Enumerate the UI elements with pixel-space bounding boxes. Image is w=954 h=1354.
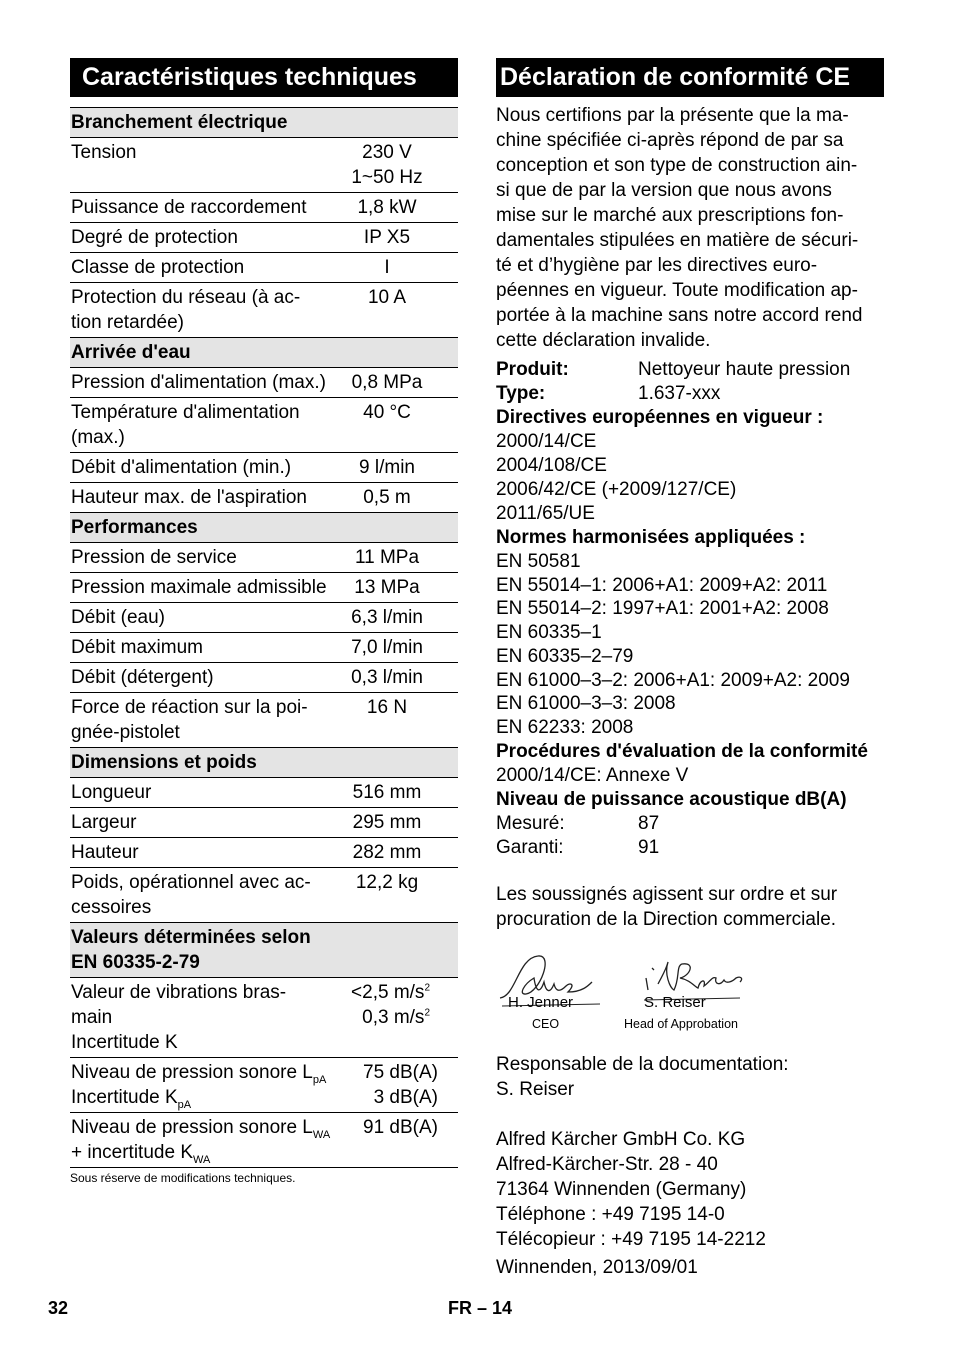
section-header: Performances [70,513,458,543]
spec-value-cell [346,368,458,398]
spec-value: 7,0 l/min [351,637,423,658]
intro-line: si que de par la version que nous avons [496,180,832,201]
norm-item: EN 60335–1 [496,622,602,644]
spec-value-cell [346,868,458,923]
spec-label: Degré de protection [70,223,346,253]
product-value: Nettoyeur haute pression [638,359,851,380]
kwa-label: + incertitude K [71,1142,193,1163]
spec-value-cell [346,193,458,223]
spec-label: Classe de protection [70,253,346,283]
spec-value-cell [346,603,458,633]
signatories-line: Les soussignés agissent sur ordre et sur [496,883,838,905]
spec-value: 10 A [367,287,407,308]
squared-superscript: 2 [424,1007,430,1019]
spec-label: Débit d'alimentation (min.) [70,453,346,483]
spec-value: 16 N [366,697,408,718]
table-row [70,868,458,923]
spec-value-cell [346,808,458,838]
table-row [70,1113,458,1168]
spec-value: 295 mm [352,812,422,833]
spec-value: 9 l/min [359,457,415,478]
norm-item: EN 62233: 2008 [496,716,634,738]
section-header: Arrivée d'eau [70,338,458,368]
page-number: 32 [48,1298,69,1318]
signatory-1-role: CEO [532,1016,560,1031]
address-line: Téléphone : +49 7195 14-0 [496,1203,725,1225]
lpa-value: 75 dB(A) [363,1062,438,1083]
address-line: 71364 Winnenden (Germany) [496,1178,747,1200]
spec-label: Largeur [70,808,346,838]
norms-list [496,550,884,740]
kwa-subscript: WA [193,1153,211,1166]
declaration-intro [496,103,884,353]
sound-power-heading: Niveau de puissance acoustique dB(A) [496,788,847,810]
table-row [70,633,458,663]
spec-value-cell [346,223,458,253]
signature-block [496,948,884,1038]
directive-item: 2004/108/CE [496,455,607,476]
kpa-label: Incertitude K [71,1087,178,1108]
spec-label: Température d'alimentation (max.) [70,398,346,453]
vibration-value: <2,5 m/s [351,982,425,1003]
intro-line: Nous certifions par la présente que la ma- [496,105,849,126]
table-row [70,603,458,633]
spec-value-cell [346,138,458,193]
type-row [496,382,884,406]
technical-data-column [70,58,458,1185]
address-line: Alfred Kärcher GmbH Co. KG [496,1128,746,1150]
spec-value: 11 MPa [354,547,420,568]
guaranteed-value: 91 [638,836,660,858]
address-line: Télécopieur : +49 7195 14-2212 [496,1228,766,1250]
directive-item: 2000/14/CE [496,431,597,452]
spec-label: Pression d'alimentation (max.) [70,368,346,398]
spec-label: Débit (détergent) [70,663,346,693]
spec-label: Débit (eau) [70,603,346,633]
spec-value-cell [346,633,458,663]
table-row [70,483,458,513]
guaranteed-row [496,836,884,860]
measured-value: 87 [638,812,660,834]
table-row [70,193,458,223]
spec-value: 6,3 l/min [351,607,423,628]
spec-value: 12,2 kg [355,872,419,893]
spec-value-cell [346,573,458,603]
measured-label: Mesuré: [496,812,565,834]
table-row [70,223,458,253]
norms-heading: Normes harmonisées appliquées : [496,527,806,548]
section-header-measured-values: Valeurs déterminées selon EN 60335-2-79 [70,923,458,978]
intro-line: chine spécifiée ci-après répond de par sa [496,130,844,151]
declaration-title: Déclaration de conformité CE [496,58,884,97]
spec-value-cell [346,778,458,808]
table-row [70,808,458,838]
table-row [70,283,458,338]
signatory-1-name: H. Jenner [508,993,574,1011]
spec-value-cell [346,838,458,868]
spec-label: Débit maximum [70,633,346,663]
spec-label: Protection du réseau (à ac- tion retardée) [70,283,346,338]
spec-value-cell [346,453,458,483]
lwa-subscript: WA [312,1128,331,1141]
norm-item: EN 60335–2–79 [496,645,634,667]
spec-label: Pression maximale admissible [70,573,346,603]
section-header-row [70,108,458,138]
intro-line: cette déclaration invalide. [496,330,711,351]
product-row [496,358,884,382]
section-header: Branchement électrique [70,108,458,138]
intro-line: portée à la machine sans notre accord rend [496,305,863,326]
address-line: Alfred-Kärcher-Str. 28 - 40 [496,1153,718,1175]
declaration-column [496,58,884,1280]
spec-value: 230 V 1~50 Hz [351,142,423,188]
table-row [70,573,458,603]
norm-item: EN 61000–3–2: 2006+A1: 2009+A2: 2009 [496,669,850,691]
table-row [70,978,458,1058]
procedure-value: 2000/14/CE: Annexe V [496,764,689,786]
spec-value: I [384,257,390,278]
vibration-label: Valeur de vibrations bras- main Incertitude K [70,978,346,1058]
spec-value-cell [346,253,458,283]
type-label: Type: [496,383,546,404]
spec-value-cell [346,398,458,453]
spec-label: Pression de service [70,543,346,573]
table-row [70,398,458,453]
spec-value: 516 mm [352,782,422,803]
vibration-uncertainty-value: 0,3 m/s [362,1007,425,1028]
spec-value: 1,8 kW [357,197,417,218]
footnote: Sous réserve de modifications techniques. [70,1171,296,1185]
product-info [496,358,884,860]
documentation-responsible [496,1052,884,1102]
table-row [70,138,458,193]
guaranteed-label: Garanti: [496,836,564,858]
kpa-value: 3 dB(A) [373,1087,438,1108]
section-header-row [70,513,458,543]
intro-line: mise sur le marché aux prescriptions fon- [496,205,844,226]
measured-row [496,812,884,836]
directive-item: 2011/65/UE [496,503,595,524]
signatories-line: procuration de la Direction commerciale. [496,908,837,930]
procedure-heading: Procédures d'évaluation de la conformité [496,740,868,762]
intro-line: conception et son type de construction ain- [496,155,858,176]
table-row [70,693,458,748]
spec-value-cell [346,663,458,693]
lwa-label: Niveau de pression sonore L [71,1117,313,1138]
section-header-row [70,923,458,978]
page-label: FR – 14 [448,1298,513,1318]
spec-value: 0,3 l/min [351,667,423,688]
norm-item: EN 50581 [496,551,581,572]
section-header-row [70,748,458,778]
signatory-2-role: Head of Approbation [624,1016,738,1031]
documentation-label: Responsable de la documentation: [496,1053,789,1075]
documentation-name: S. Reiser [496,1078,575,1100]
type-value: 1.637-xxx [638,383,721,404]
norm-item: EN 55014–2: 1997+A1: 2001+A2: 2008 [496,598,829,620]
technical-data-title: Caractéristiques techniques [70,58,458,97]
intro-line: péennes en vigueur. Toute modification ap- [496,280,858,301]
signature-jenner [496,948,596,1031]
spec-label: Tension [70,138,346,193]
section-header: Dimensions et poids [70,748,458,778]
table-row [70,253,458,283]
sound-power-label [70,1113,346,1168]
table-row [70,663,458,693]
spec-value: 0,5 m [363,487,411,508]
spec-value: 13 MPa [354,577,420,598]
intro-line: té et d’hygiène par les directives euro- [496,255,818,276]
sound-power-values [346,1113,458,1168]
directive-item: 2006/42/CE (+2009/127/CE) [496,479,737,500]
directives-list [496,430,884,526]
vibration-values [346,978,458,1058]
table-row [70,1058,458,1113]
section-header-row [70,338,458,368]
signatory-2-name: S. Reiser [644,993,706,1011]
spec-value-cell [346,693,458,748]
table-row [70,453,458,483]
spec-label: Force de réaction sur la poi- gnée-pistolet [70,693,346,748]
specifications-table [70,107,458,1168]
table-row [70,543,458,573]
spec-value-cell [346,543,458,573]
company-address [496,1127,884,1252]
spec-label: Longueur [70,778,346,808]
spec-label: Puissance de raccordement [70,193,346,223]
spec-value: 282 mm [352,842,422,863]
product-label: Produit: [496,359,569,380]
signatories-statement [496,882,884,932]
kpa-subscript: pA [177,1098,192,1111]
table-row [70,778,458,808]
spec-label: Hauteur max. de l'aspiration [70,483,346,513]
table-row [70,368,458,398]
sound-pressure-values [346,1058,458,1113]
sound-pressure-label [70,1058,346,1113]
spec-label: Hauteur [70,838,346,868]
spec-value-cell [346,483,458,513]
intro-line: damentales stipulées en matière de sécuri- [496,230,859,251]
spec-label: Poids, opérationnel avec ac- cessoires [70,868,346,923]
spec-value: IP X5 [363,227,411,248]
place-date: Winnenden, 2013/09/01 [496,1256,698,1278]
spec-value: 0,8 MPa [351,372,423,393]
norm-item: EN 55014–1: 2006+A1: 2009+A2: 2011 [496,574,828,596]
table-row [70,838,458,868]
directives-heading: Directives européennes en vigueur : [496,407,824,428]
squared-superscript: 2 [424,982,430,994]
spec-value-cell [346,283,458,338]
signature-reiser [624,948,756,1031]
lwa-value: 91 dB(A) [363,1117,438,1138]
lpa-label: Niveau de pression sonore L [71,1062,313,1083]
spec-value: 40 °C [363,402,411,423]
norm-item: EN 61000–3–3: 2008 [496,693,676,715]
lpa-subscript: pA [312,1073,327,1086]
